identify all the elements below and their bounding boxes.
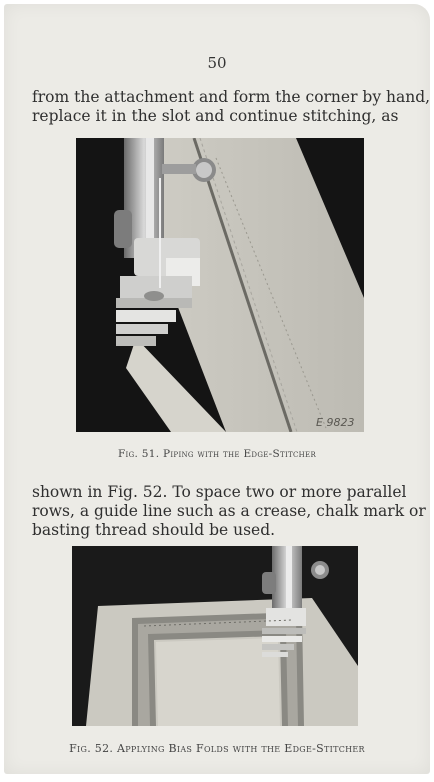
- paragraph-bottom: [32, 483, 426, 540]
- paragraph-line: from the attachment and form the corner by hand,: [32, 88, 430, 106]
- paragraph-line: basting thread should be used.: [32, 521, 276, 539]
- paragraph-line: replace it in the slot and continue stitching, as: [32, 107, 399, 125]
- page-number: 50: [207, 54, 227, 72]
- paragraph-line: shown in Fig. 52. To space two or more parallel: [32, 483, 407, 501]
- paragraph-top: [32, 88, 430, 126]
- figure-51-photo: [76, 138, 364, 432]
- paragraph-line: rows, a guide line such as a crease, chalk mark or: [32, 502, 426, 520]
- figure-51-plate-mark: E 9823: [316, 416, 355, 429]
- figure-52-caption: Fig. 52. Applying Bias Folds with the Edge-Stitcher: [69, 742, 365, 755]
- figure-52-photo: [72, 546, 358, 726]
- figure-51-caption: Fig. 51. Piping with the Edge-Stitcher: [117, 448, 317, 460]
- book-page: [4, 4, 430, 774]
